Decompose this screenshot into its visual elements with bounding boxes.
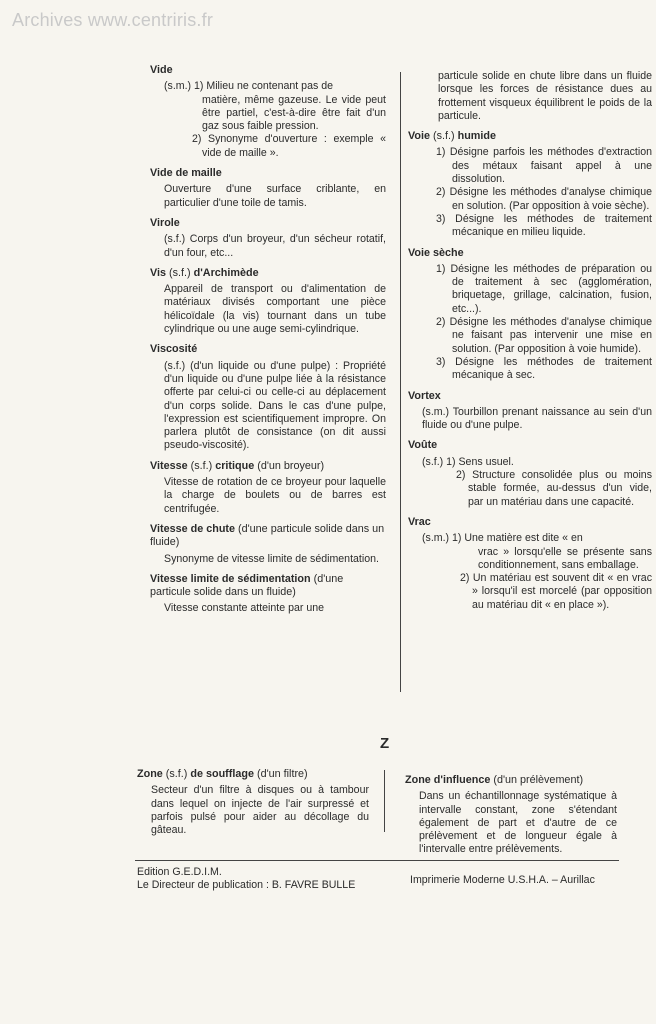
definition-text: Synonyme de vitesse limite de sédimentation.	[164, 552, 379, 565]
entry-zone-d-influence	[405, 774, 617, 857]
right-column	[408, 70, 652, 619]
definition-item: 1) Désigne parfois les méthodes d'extraction des métaux faisant appel à une dissolution.	[436, 146, 652, 186]
definition-text: (s.f.) (d'un liquide ou d'une pulpe) : Propriété d'un liquide ou d'une pulpe liée à la résistance offerte par celui-ci ou celle-ci au déplacement d'un corps solide. Dans le cas d'une pulpe, l'expression est scientifiquement impropre. On parlera plutôt de consistance (on dit aussi pseudo-viscosité).	[164, 359, 386, 452]
term-vide-de-maille: Vide de maille	[150, 167, 222, 180]
term-virole: Virole	[150, 216, 180, 229]
definition-text: Appareil de transport ou d'alimentation de matériaux divisés comportant une pièce hélicoïdale (la vis) tournant dans un tube cylindrique ou une auge semi-cylindrique.	[164, 283, 386, 336]
entry-vitesse-limite	[150, 573, 386, 616]
entry-vrac	[408, 516, 652, 612]
column-divider-z	[384, 770, 385, 832]
term-vrac: Vrac	[408, 515, 431, 528]
definition-line: (s.m.) 1) Une matière est dite « en	[422, 532, 583, 545]
term-vortex: Vortex	[408, 389, 441, 402]
term-vis-archimede: Vis (s.f.) d'Archimède	[150, 266, 259, 279]
footer-directeur: Le Directeur de publication : B. FAVRE BULLE	[137, 879, 356, 892]
term-vitesse-limite: Vitesse limite de sédimentation (d'une particule solide dans un fluide)	[150, 572, 344, 599]
term-vitesse-critique: Vitesse (s.f.) critique (d'un broyeur)	[150, 459, 325, 472]
term-voie-seche: Voie sèche	[408, 246, 464, 259]
left-column	[150, 64, 386, 623]
entry-vitesse-de-chute	[150, 523, 386, 566]
footer-edition: Edition G.E.D.I.M.	[137, 866, 222, 878]
definition-line: (s.f.) 1) Sens usuel.	[422, 455, 514, 468]
definition-text: Ouverture d'une surface criblante, en particulier d'une toile de tamis.	[164, 183, 386, 209]
entry-voute	[408, 439, 652, 508]
watermark: Archives www.centriris.fr	[12, 10, 214, 30]
definition-text: (s.f.) Corps d'un broyeur, d'un sécheur rotatif, d'un four, etc...	[164, 233, 386, 259]
term-zone-de-soufflage: Zone (s.f.) de soufflage (d'un filtre)	[137, 768, 308, 780]
definition-text: (s.m.) Tourbillon prenant naissance au sein d'un fluide ou d'une pulpe.	[422, 405, 652, 432]
definition-text: particule solide en chute libre dans un fluide lorsque les forces de résistance dues au frottement visqueux équilibrent le poids de la particule.	[438, 70, 652, 122]
entry-vide-de-maille	[150, 167, 386, 210]
entry-vitesse-critique	[150, 460, 386, 516]
definition-text: vrac » lorsqu'elle se présente sans conditionnement, sans emballage.	[478, 545, 652, 571]
entry-virole	[150, 217, 386, 260]
entry-vide	[150, 64, 386, 160]
entry-vortex	[408, 390, 652, 433]
footer-left	[137, 866, 355, 893]
definition-text: 2) Synonyme d'ouverture : exemple « vide de maille ».	[192, 133, 386, 159]
term-voie-humide: Voie (s.f.) humide	[408, 130, 496, 143]
definition-item: 3) Désigne les méthodes de traitement mécanique à sec.	[436, 355, 652, 382]
definition-line: (s.m.) 1) Milieu ne contenant pas de	[164, 80, 333, 93]
definition-item: 1) Désigne les méthodes de préparation ou de traitement à sec (agglomération, briquetage, grillage, calcination, fusion, etc...).	[436, 262, 652, 315]
footer-imprimerie: Imprimerie Moderne U.S.H.A. – Aurillac	[410, 874, 595, 886]
footer-rule	[135, 860, 619, 861]
term-voute: Voûte	[408, 439, 438, 452]
definition-text: Dans un échantillonnage systématique à intervalle constant, zone s'étendant également de part et d'autre de ce prélèvement et de longueur égale à l'intervalle entre prélèvements.	[419, 790, 617, 856]
term-zone-d-influence: Zone d'influence (d'un prélèvement)	[405, 774, 584, 786]
definition-text: Vitesse constante atteinte par une	[164, 602, 324, 615]
entry-zone-de-soufflage	[137, 768, 369, 837]
entry-vis-archimede	[150, 267, 386, 336]
entry-voie-humide	[408, 130, 652, 239]
definition-text: Vitesse de rotation de ce broyeur pour laquelle la charge de boulets ou de barres est centrifugée.	[164, 476, 386, 515]
entry-viscosite	[150, 343, 386, 452]
definition-item: 2) Désigne les méthodes d'analyse chimique en solution. (Par opposition à voie sèche).	[436, 186, 652, 212]
definition-text: matière, même gazeuse. Le vide peut être partiel, c'est-à-dire être fait d'un gaz sous faible pression.	[202, 93, 386, 133]
term-vitesse-de-chute: Vitesse de chute (d'une particule solide dans un fluide)	[150, 522, 385, 549]
entry-continuation	[408, 70, 652, 123]
term-vide: Vide	[150, 64, 173, 76]
definition-text: 2) Un matériau est souvent dit « en vrac » lorsqu'il est morcelé (par opposition au matériau dit « en place »).	[460, 572, 652, 611]
definition-item: 3) Désigne les méthodes de traitement mécanique en milieu liquide.	[436, 212, 652, 239]
definition-text: 2) Structure consolidée plus ou moins stable formée, au-dessus d'un vide, par un matériau dans une capacité.	[456, 469, 652, 508]
term-viscosite: Viscosité	[150, 343, 198, 356]
entry-voie-seche	[408, 247, 652, 383]
definition-text: Secteur d'un filtre à disques ou à tambour dans lequel on injecte de l'air surpressé et parfois pulsé pour aider au décollage du gâteau.	[151, 784, 369, 837]
column-divider	[400, 72, 401, 692]
definition-item: 2) Désigne les méthodes d'analyse chimique ne faisant pas intervenir une mise en solution. (Par opposition à voie humide).	[436, 316, 652, 355]
section-heading-z: Z	[380, 735, 390, 752]
